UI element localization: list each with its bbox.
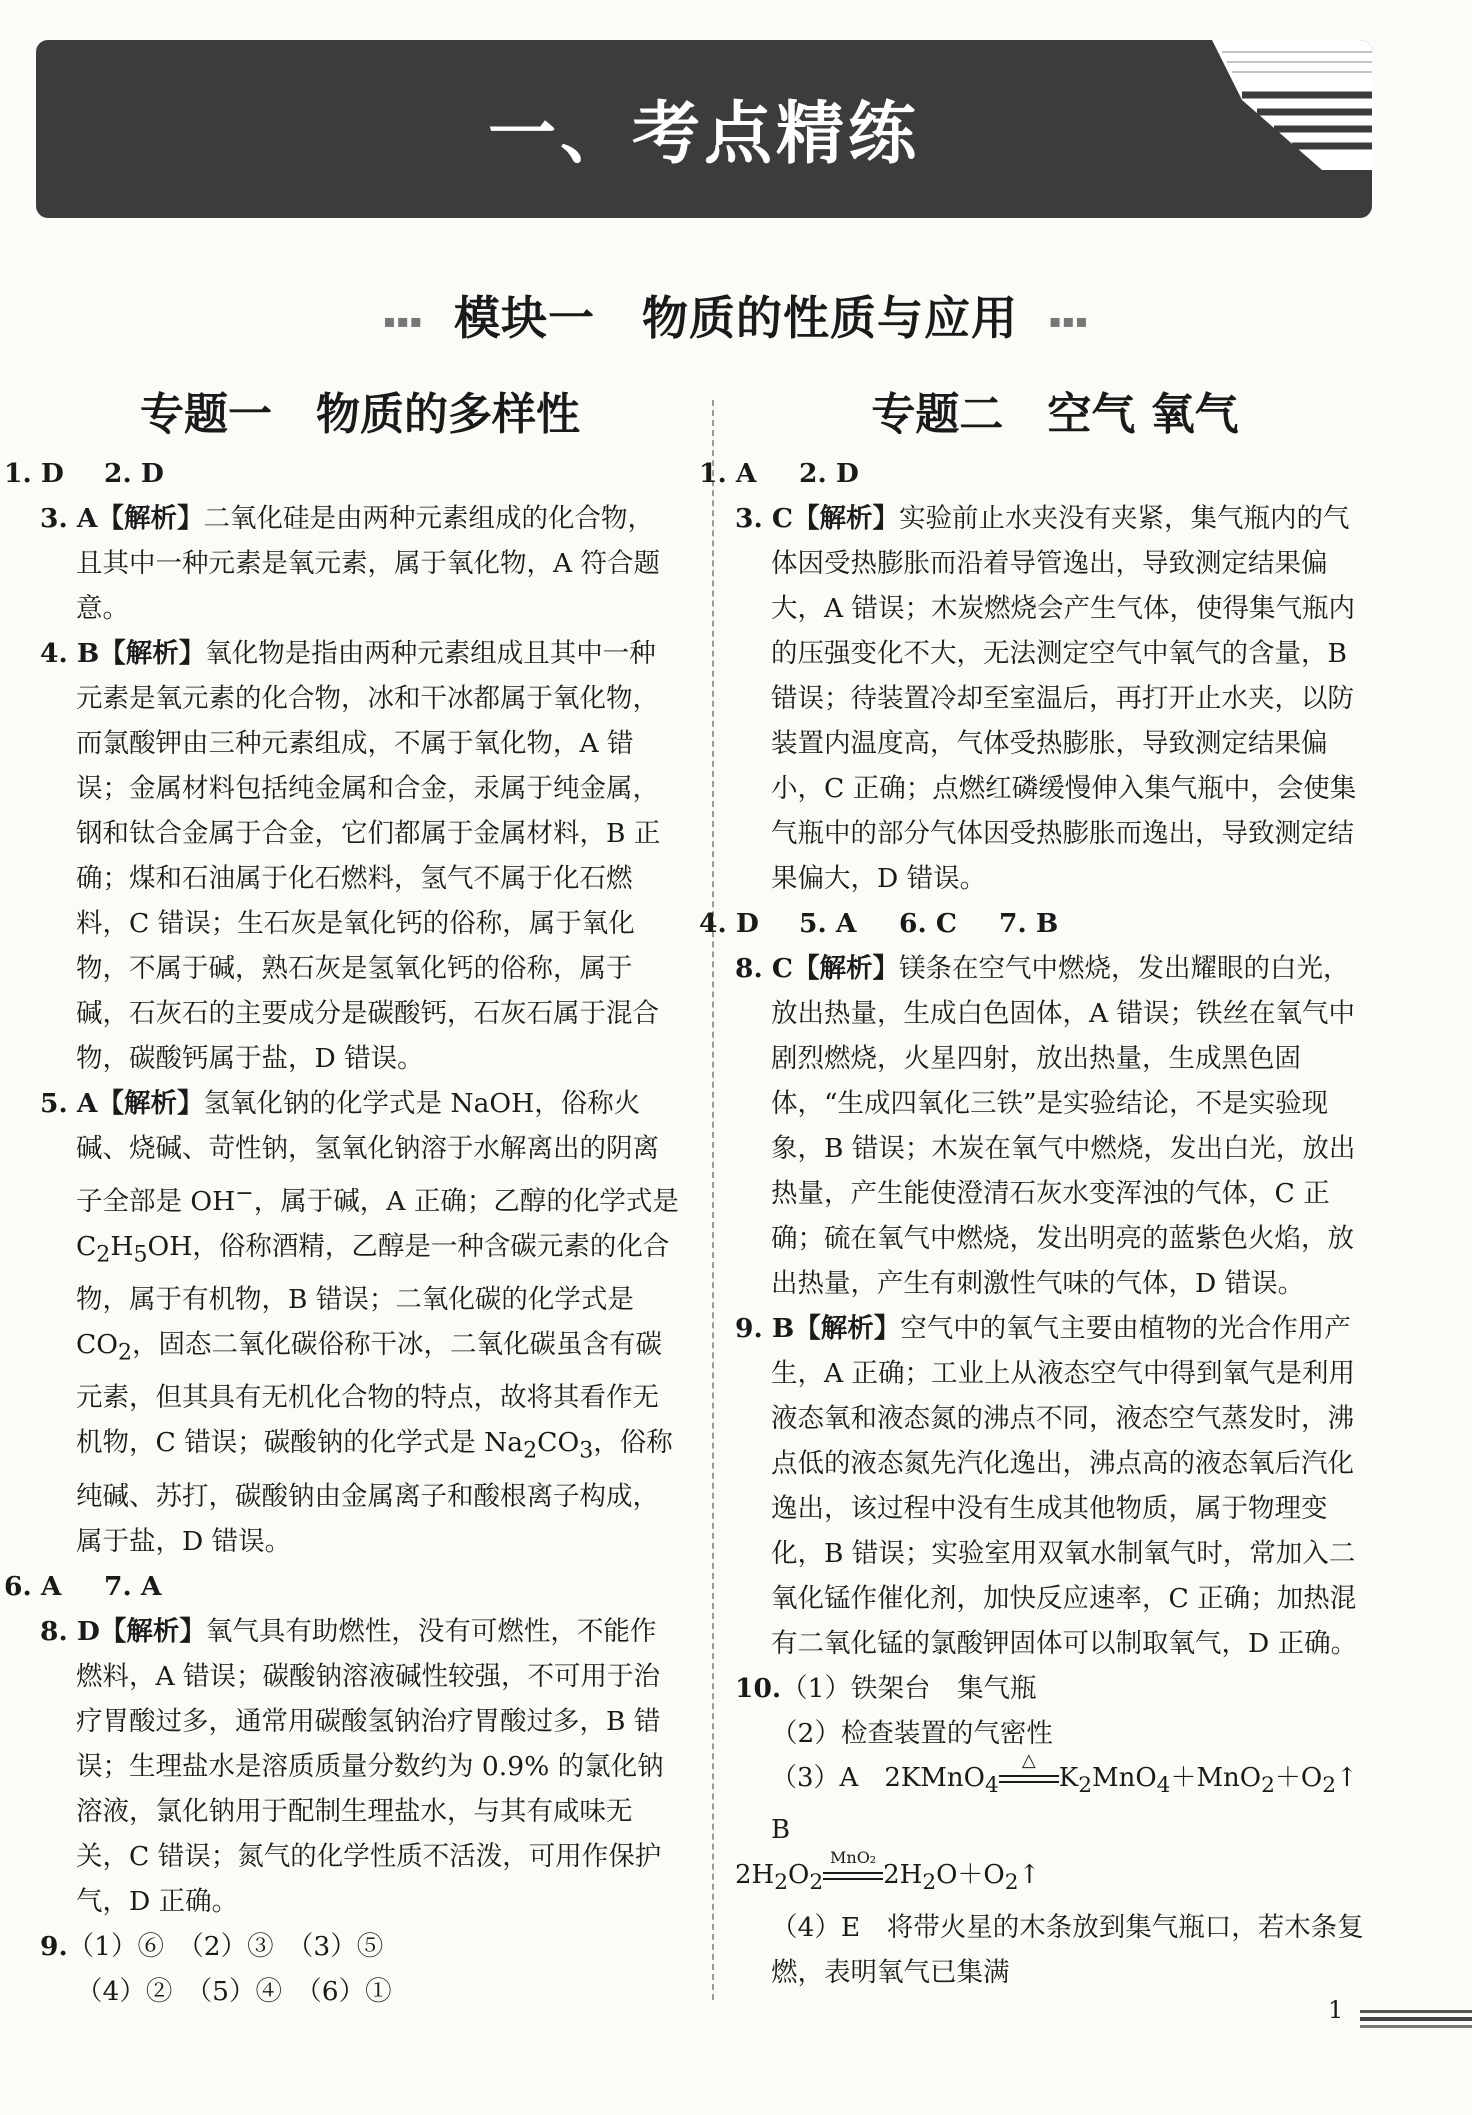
answer-2: 2. D [104, 458, 164, 489]
right-column-heading: 专题二 空气 氧气 [871, 389, 1239, 440]
subscript: 2 [774, 1870, 788, 1896]
answer-8-key: 8. D [40, 1615, 100, 1647]
equation-text: MnO [1091, 1763, 1157, 1793]
analysis-tag: 【解析】 [97, 503, 204, 534]
answer-1: 1. D [4, 458, 64, 489]
answer-5-key: 5. A [40, 1088, 98, 1119]
subscript: 5 [133, 1242, 148, 1268]
equation-text: （3）A 2KMnO [771, 1763, 985, 1793]
subscript: 4 [1156, 1773, 1171, 1799]
answer-4 [40, 631, 680, 1081]
answer-7: 7. A [104, 1570, 162, 1602]
subscript: 4 [984, 1773, 999, 1799]
analysis-tag: 【解析】 [97, 1088, 204, 1119]
answer-1: 1. A [699, 458, 757, 489]
answer-3-text: 实验前止水夹没有夹紧，集气瓶内的气体因受热膨胀而沿着导管逸出，导致测定结果偏大，A 错误；木炭燃烧会产生气体，使得集气瓶内的压强变化不大，无法测定空气中氧气的含量，B 错误；待装置冷却至室温后，再打开止水夹，以防装置内温度高，气体受热膨胀，导致测定结果偏小，C 正确；点燃红磷缓慢伸入集气瓶中，会使集气瓶中的部分气体因受热膨胀而逸出，导致测定结果偏大，D 错误。 [771, 503, 1357, 894]
answer-8-text: 镁条在空气中燃烧，发出耀眼的白光，放出热量，生成白色固体，A 错误；铁丝在氧气中剧烈燃烧，火星四射，放出热量，生成黑色固体，“生成四氧化三铁”是实验结论，不是实验现象，B 错误；木炭在氧气中燃烧，发出白光，放出热量，产生能使澄清石灰水变浑浊的气体，C 正确；硫在氧气中燃烧，发出明亮的蓝紫色火焰，放出热量，产生有刺激性气味的气体，D 错误。 [771, 953, 1356, 1299]
equation-text: ＋O [1274, 1763, 1323, 1793]
answer-8-key: 8. C [735, 953, 793, 984]
analysis-tag: 【解析】 [794, 1313, 901, 1344]
answer-5-text: H [110, 1230, 134, 1262]
answer-5-text: 氢氧化钠的化学式是 NaOH，俗称火碱、烧碱、苛性钠，氢氧化钠溶于水解离出的阴离子全部是 OH [76, 1088, 659, 1217]
equation-text: 2H [883, 1860, 923, 1891]
subscript: 3 [579, 1438, 594, 1464]
subscript: 2 [118, 1340, 133, 1366]
left-column-heading: 专题一 物质的多样性 [140, 389, 580, 440]
equation-text: K [1058, 1763, 1079, 1793]
answer-7: 7. B [999, 908, 1059, 939]
answer-9-key: 9. B [735, 1313, 795, 1344]
answer-10 [735, 1666, 1375, 1711]
answer-10-key: 10. [735, 1673, 782, 1704]
answer-8-text: 氧气具有助燃性，没有可燃性，不能作燃料，A 错误；碳酸钠溶液碱性较强，不可用于治疗胃酸过多，通常用碳酸氢钠治疗胃酸过多，B 错误；生理盐水是溶质质量分数约为 0.9% 的氯化钠溶液，氯化钠用于配制生理盐水，与其有咸味无关，C 错误；氮气的化学性质不活泼，可用作保护气，D 正确。 [76, 1615, 664, 1917]
answer-8 [40, 1609, 680, 1924]
analysis-tag: 【解析】 [792, 953, 899, 984]
answer-2: 2. D [799, 458, 859, 489]
answer-5-text: ，属于碱，A 正确；乙醇的化学式是 C [76, 1185, 679, 1262]
answer-3-text: 二氧化硅是由两种元素组成的化合物，且其中一种元素是氧元素，属于氧化物，A 符合题意。 [76, 503, 661, 624]
answer-5-text: OH，俗称酒精，乙醇是一种含碳元素的化合物，属于有机物，B 错误；二氧化碳的化学式是 CO [76, 1230, 670, 1361]
right-column [699, 385, 1384, 1995]
footer-stripes-decoration [1360, 2008, 1472, 2030]
equation-text: 2H [735, 1860, 775, 1891]
answer-10-part-1: （1）铁架台 集气瓶 [781, 1673, 1037, 1704]
answer-10-part-4-text: （4）E 将带火星的木条放到集气瓶口，若木条复燃，表明氧气已集满 [771, 1912, 1364, 1989]
answer-9 [40, 1924, 680, 1969]
reaction-arrow [999, 1750, 1059, 1783]
column-divider [712, 400, 714, 2000]
equation-text: ↑ [1018, 1860, 1041, 1891]
answer-10-part-4 [735, 1905, 1375, 1995]
answer-5-text: ，俗称纯碱、苏打，碳酸钠由金属离子和酸根离子构成，属于盐，D 错误。 [76, 1427, 673, 1557]
equation-text: O＋O [936, 1860, 1005, 1891]
answer-row [4, 1564, 680, 1609]
subscript: 2 [809, 1870, 824, 1896]
section-banner [36, 40, 1372, 218]
answer-6: 6. A [4, 1570, 62, 1602]
subscript: 2 [1004, 1870, 1019, 1896]
answer-4-key: 4. B [40, 638, 100, 669]
answer-9-cont [40, 1969, 680, 2014]
analysis-tag: 【解析】 [99, 638, 206, 669]
answer-5 [40, 1081, 680, 1564]
answer-4-text: 氧化物是指由两种元素组成且其中一种元素是氧元素的化合物，冰和干冰都属于氧化物，而氯酸钾由三种元素组成，不属于氧化物，A 错误；金属材料包括纯金属和合金，汞属于纯金属，钢和钛合金属于合金，它们都属于金属材料，B 正确；煤和石油属于化石燃料，氢气不属于化石燃料，C 错误；生石灰是氧化钙的俗称，属于氧化物，不属于碱，熟石灰是氢氧化钙的俗称，属于碱，石灰石的主要成分是碳酸钙，石灰石属于混合物，碳酸钙属于盐，D 错误。 [76, 638, 661, 1074]
equation-text: ＋MnO [1170, 1763, 1262, 1793]
answer-10-part-2 [735, 1711, 1375, 1756]
answer-9-key: 9. [40, 1930, 68, 1962]
analysis-tag: 【解析】 [99, 1615, 206, 1647]
answer-10-part-2-text: （2）检查装置的气密性 [771, 1718, 1053, 1749]
answer-3-key: 3. A [40, 503, 98, 534]
answer-8 [735, 946, 1375, 1306]
answer-9-line-2: （4）② （5）④ （6）① [76, 1975, 392, 2007]
answer-5: 5. A [799, 908, 857, 939]
right-dots-decoration: ▪▪▪ [1049, 311, 1089, 332]
module-title [0, 282, 1472, 348]
section-title: 一、考点精练 [487, 95, 920, 174]
answer-5-text: CO [537, 1427, 580, 1459]
subscript: 2 [1322, 1773, 1337, 1799]
subscript: 2 [1078, 1773, 1092, 1799]
answer-3 [40, 496, 680, 631]
answer-9 [735, 1306, 1375, 1666]
page-number: 1 [1328, 1996, 1344, 2024]
subscript: 2 [523, 1438, 538, 1464]
left-dots-decoration: ▪▪▪ [383, 311, 423, 332]
answer-9-text: 空气中的氧气主要由植物的光合作用产生，A 正确；工业上从液态空气中得到氧气是利用液态氧和液态氮的沸点不同，液态空气蒸发时，沸点低的液态氮先汽化逸出，沸点高的液态氧后汽化逸出，该过程中没有生成其他物质，属于物理变化，B 错误；实验室用双氧水制氧气时，常加入二氧化锰作催化剂，加快反应速率，C 正确；加热混有二氧化锰的氯酸钾固体可以制取氧气，D 正确。 [771, 1313, 1358, 1659]
answer-row [4, 451, 680, 496]
subscript: 2 [922, 1870, 937, 1896]
answer-4: 4. D [699, 908, 759, 939]
equation-text: O [788, 1860, 810, 1891]
answer-10-part-3-eq2 [735, 1848, 1375, 1905]
equation-text: ↑ B [771, 1763, 1384, 1846]
reaction-arrow [823, 1848, 883, 1880]
subscript: 2 [96, 1242, 111, 1268]
subscript: 2 [1261, 1773, 1275, 1799]
answer-10-part-3 [735, 1750, 1384, 1853]
answer-row [699, 901, 1375, 946]
answer-row [699, 451, 1375, 496]
answer-6: 6. C [899, 908, 957, 939]
reaction-condition: MnO₂ [830, 1848, 877, 1868]
left-column [4, 385, 680, 2014]
answer-3 [735, 496, 1375, 901]
analysis-tag: 【解析】 [792, 503, 899, 534]
answer-5-text: ，固态二氧化碳俗称干冰，二氧化碳虽含有碳元素，但其具有无机化合物的特点，故将其看作无机物，C 错误；碳酸钠的化学式是 Na [76, 1329, 663, 1459]
superscript: − [235, 1181, 254, 1206]
reaction-condition: △ [1021, 1750, 1036, 1771]
answer-9-line-1: （1）⑥ （2）③ （3）⑤ [67, 1930, 384, 1962]
module-title-text: 模块一 物质的性质与应用 [454, 291, 1018, 345]
answer-3-key: 3. C [735, 503, 793, 534]
